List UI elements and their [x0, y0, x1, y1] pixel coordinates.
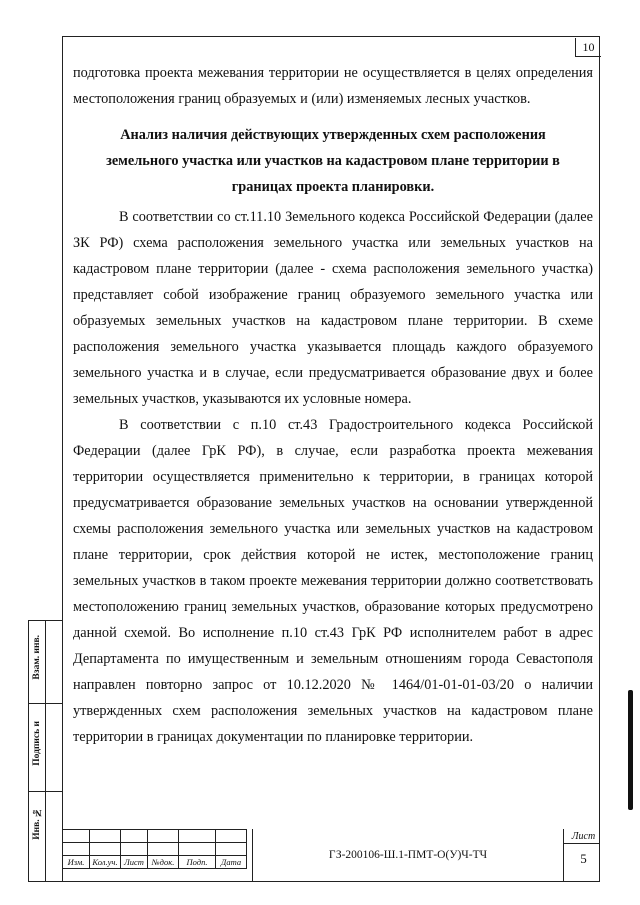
stamp-label-izm: Изм. [63, 856, 90, 869]
stamp-label-podp: Подп. [179, 856, 216, 869]
side-label-vzam: Взам. инв. [32, 635, 42, 680]
stamp-label-data: Дата [216, 856, 247, 869]
sheet-divider [564, 843, 600, 844]
stamp-label-kolvo: Кол.уч. [90, 856, 121, 869]
side-label-inv: Инв. № [32, 807, 42, 840]
scan-artifact [628, 690, 633, 810]
stamp-label-ndok: №док. [148, 856, 179, 869]
top-page-number: 10 [575, 38, 601, 57]
sheet-number: 5 [580, 851, 587, 866]
side-stamp [28, 620, 62, 882]
document-code: ГЗ-200106-Ш.1-ПМТ-О(У)Ч-ТЧ [252, 829, 564, 882]
sheet-label: Лист [571, 831, 596, 842]
paragraph-1: подготовка проекта межевания территории не осуществляется в целях определения местоположения границ образуемых и (или) изменяемых лесных участков. [73, 65, 593, 107]
document-body [73, 60, 593, 750]
section-heading: Анализ наличия действующих утвержденных схем расположения земельного участка или участков на кадастровом плане территории в границах проекта планировки. [106, 127, 560, 195]
title-block [62, 829, 600, 882]
paragraph-3: В соответствии с п.10 ст.43 Градостроительного кодекса Российской Федерации (далее ГрК РФ), в случае, если разработка проекта межевания территории осуществляется применительно к территории, в границах которой предусматривается образование земельных участков на основании утвержденной схемы расположения земельного участка или земельных участков на кадастровом плане территории, срок действия которой не истек, местоположение границ земельных участков в таком проекте межевания территории должно соответствовать местоположению границ земельных участков, образование которых предусмотрено данной схемой. Во исполнение п.10 ст.43 ГрК РФ исполнителем работ в адрес Департамента по имущественным и земельным отношениям города Севастополя направлен повторно запрос от 10.12.2020 № 1464/01-01-01-03/20 о наличии утвержденных схем расположения земельных участков на кадастровом плане территории в границах документации по планировке территории. [73, 417, 593, 745]
paragraph-2: В соответствии со ст.11.10 Земельного кодекса Российской Федерации (далее ЗК РФ) схема расположения земельного участка или земельных участков на кадастровом плане территории (далее - схема расположения земельного участка) представляет собой изображение границ образуемого земельного участка или образуемых земельных участков на кадастровом плане территории. В схеме расположения земельного участка указывается площадь каждого образуемого земельного участка и в случае, если предусматривается образование двух и более земельных участков, указываются их условные номера. [73, 209, 593, 407]
stamp-label-list: Лист [121, 856, 148, 869]
side-label-podpis: Подпись и [32, 721, 42, 766]
title-block-grid [62, 829, 247, 869]
